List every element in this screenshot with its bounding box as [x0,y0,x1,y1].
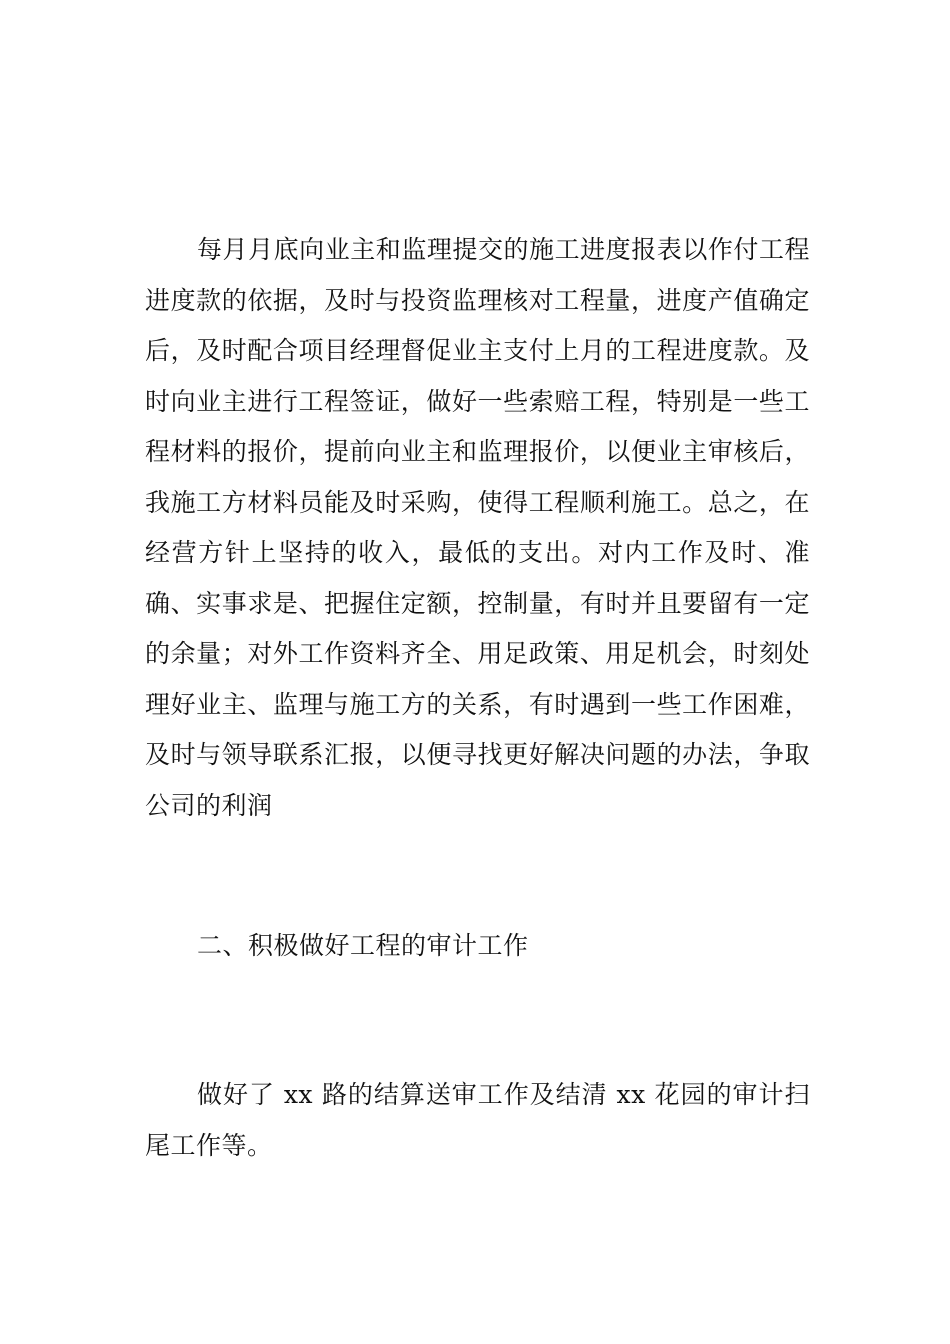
body-paragraph-settlement-audit: 做好了 xx 路的结算送审工作及结清 xx 花园的审计扫尾工作等。 [145,1080,810,1160]
section-heading-audit-work: 二、积极做好工程的审计工作 [197,931,529,960]
body-paragraph-progress-payment: 每月月底向业主和监理提交的施工进度报表以作付工程进度款的依据，及时与投资监理核对工程量，进度产值确定后，及时配合项目经理督促业主支付上月的工程进度款。及时向业主进行工程签证，做好一些索赔工程，特别是一些工程材料的报价，提前向业主和监理报价，以便业主审核后，我施工方材料员能及时采购，使得工程顺利施工。总之，在经营方针上坚持的收入，最低的支出。对内工作及时、准确、实事求是、把握住定额，控制量，有时并且要留有一定的余量；对外工作资料齐全、用足政策、用足机会，时刻处理好业主、监理与施工方的关系，有时遇到一些工作困难，及时与领导联系汇报，以便寻找更好解决问题的办法，争取公司的利润 [145,235,810,820]
